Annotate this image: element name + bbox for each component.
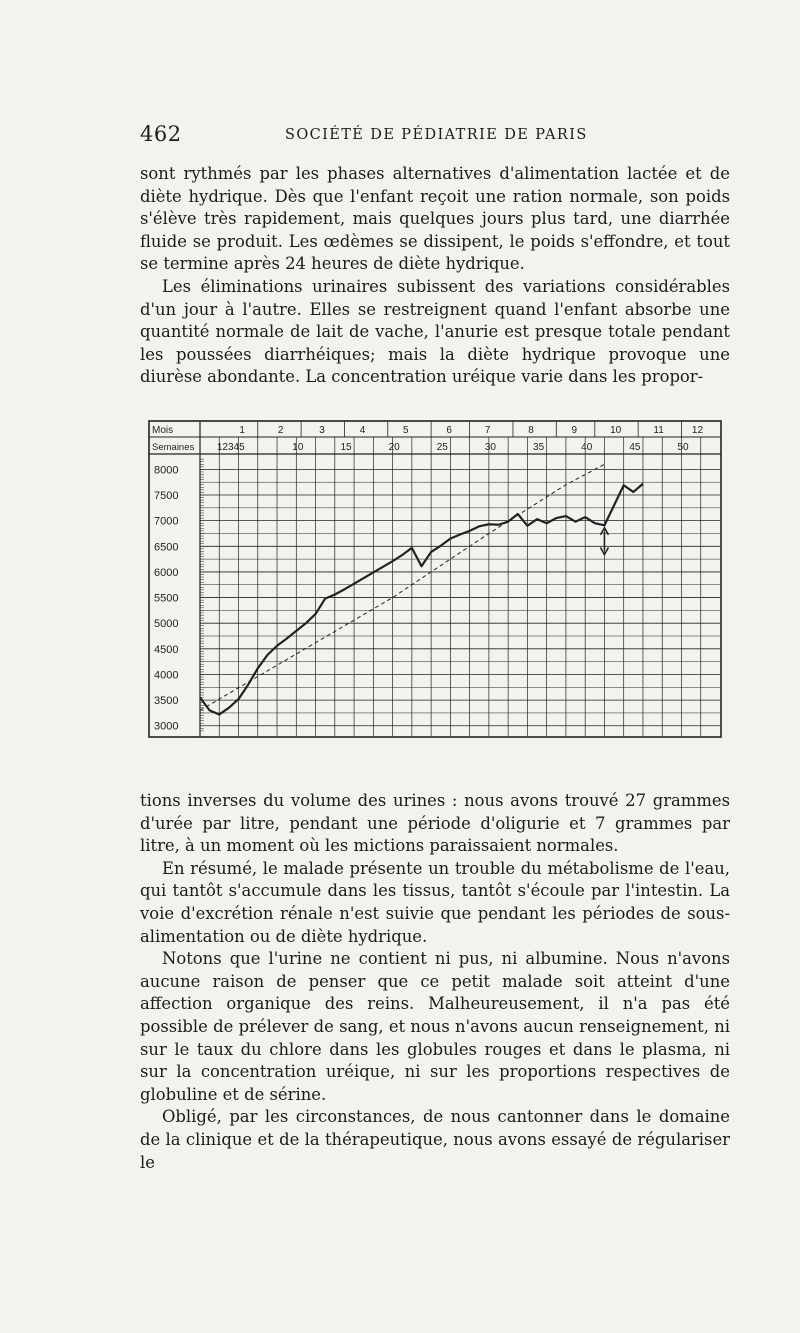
weight-chart-svg <box>148 420 722 738</box>
week-label: 40 <box>581 442 593 453</box>
month-label: 10 <box>610 425 622 436</box>
month-label: 11 <box>653 425 664 436</box>
body-text-after <box>140 790 730 1174</box>
y-tick-label: 4000 <box>154 669 179 682</box>
week-label: 35 <box>533 442 545 453</box>
month-label: 9 <box>571 425 578 436</box>
month-label: 1 <box>239 425 245 436</box>
month-label: 5 <box>403 425 409 436</box>
y-tick-label: 7500 <box>154 490 179 503</box>
page-header <box>140 122 730 150</box>
month-label: 7 <box>484 425 491 436</box>
body-text-before <box>140 163 730 389</box>
week-label: 25 <box>436 442 448 453</box>
month-label: 2 <box>277 425 284 436</box>
y-tick-label: 5500 <box>154 592 179 605</box>
y-tick-label: 6500 <box>154 541 179 554</box>
week-label: 15 <box>340 442 352 453</box>
week-label: 10 <box>292 442 304 453</box>
week-label: 30 <box>484 442 497 453</box>
month-label: 6 <box>446 425 452 436</box>
chart-frame <box>149 421 721 737</box>
week-label: 50 <box>677 442 689 453</box>
page-number: 462 <box>140 122 182 146</box>
y-tick-label: 3500 <box>154 695 179 708</box>
y-tick-label: 7000 <box>154 515 179 528</box>
paragraph: Notons que l'urine ne contient ni pus, ni albumine. Nous n'avons aucune raison de penser que ce petit malade soit atteint d'une affection organique des reins. Malheureusement, il n'a pas été possible de prélever de sang, et nous n'avons aucun renseignement, ni sur le taux du chlore dans les globules rouges et dans le plasma, ni sur la concentration uréique, ni sur les proportions respectives de globuline et de sérine. <box>140 949 730 1104</box>
header-row-label: Semaines <box>152 442 195 453</box>
y-tick-label: 4500 <box>154 643 179 656</box>
header-row-label: Mois <box>152 425 174 436</box>
month-label: 12 <box>691 425 704 436</box>
y-tick-label: 6000 <box>154 566 179 579</box>
week-label: 20 <box>388 442 400 453</box>
reference-weight-line <box>200 464 604 710</box>
week-label: 45 <box>629 442 641 453</box>
running-title: SOCIÉTÉ DE PÉDIATRIE DE PARIS <box>285 127 588 143</box>
weight-chart <box>148 420 722 738</box>
y-tick-label: 8000 <box>154 464 179 477</box>
paragraph: sont rythmés par les phases alternatives d'alimentation lactée et de diète hydrique. Dès que l'enfant reçoit une ration normale, son poids s'élève très rapidement, mais quelques jours plus tard, une diarrhée fluide se produit. Les œdèmes se dissipent, le poids s'effondre, et tout se termine après 24 heures de diète hydrique. <box>140 164 730 274</box>
month-label: 3 <box>319 425 325 436</box>
paragraph: Les éliminations urinaires subissent des variations considérables d'un jour à l'autre. Elles se restreignent quand l'enfant absorbe une quantité normale de lait de vache, l'anurie est presque totale pendant les poussées diarrhéiques; mais la diète hydrique provoque une diurèse abondante. La concentration uréique varie dans les propor- <box>140 276 730 387</box>
y-tick-label: 3000 <box>154 720 179 733</box>
month-label: 8 <box>528 425 534 436</box>
month-label: 4 <box>359 425 366 436</box>
weight-curve <box>200 484 643 715</box>
paragraph: En résumé, le malade présente un trouble du métabolisme de l'eau, qui tantôt s'accumule dans les tissus, tantôt s'écoule par l'intestin. La voie d'excrétion rénale n'est suivie que pendant les périodes de sous-alimentation ou de diète hydrique. <box>140 858 730 946</box>
paragraph: Obligé, par les circonstances, de nous cantonner dans le domaine de la clinique et de la thérapeutique, nous avons essayé de régulariser le <box>140 1107 730 1172</box>
y-tick-label: 5000 <box>154 618 179 631</box>
week-label: 12345 <box>216 442 245 453</box>
paragraph: tions inverses du volume des urines : nous avons trouvé 27 grammes d'urée par litre, pendant une période d'oligurie et 7 grammes par litre, à un moment où les mictions paraissaient normales. <box>140 791 730 856</box>
